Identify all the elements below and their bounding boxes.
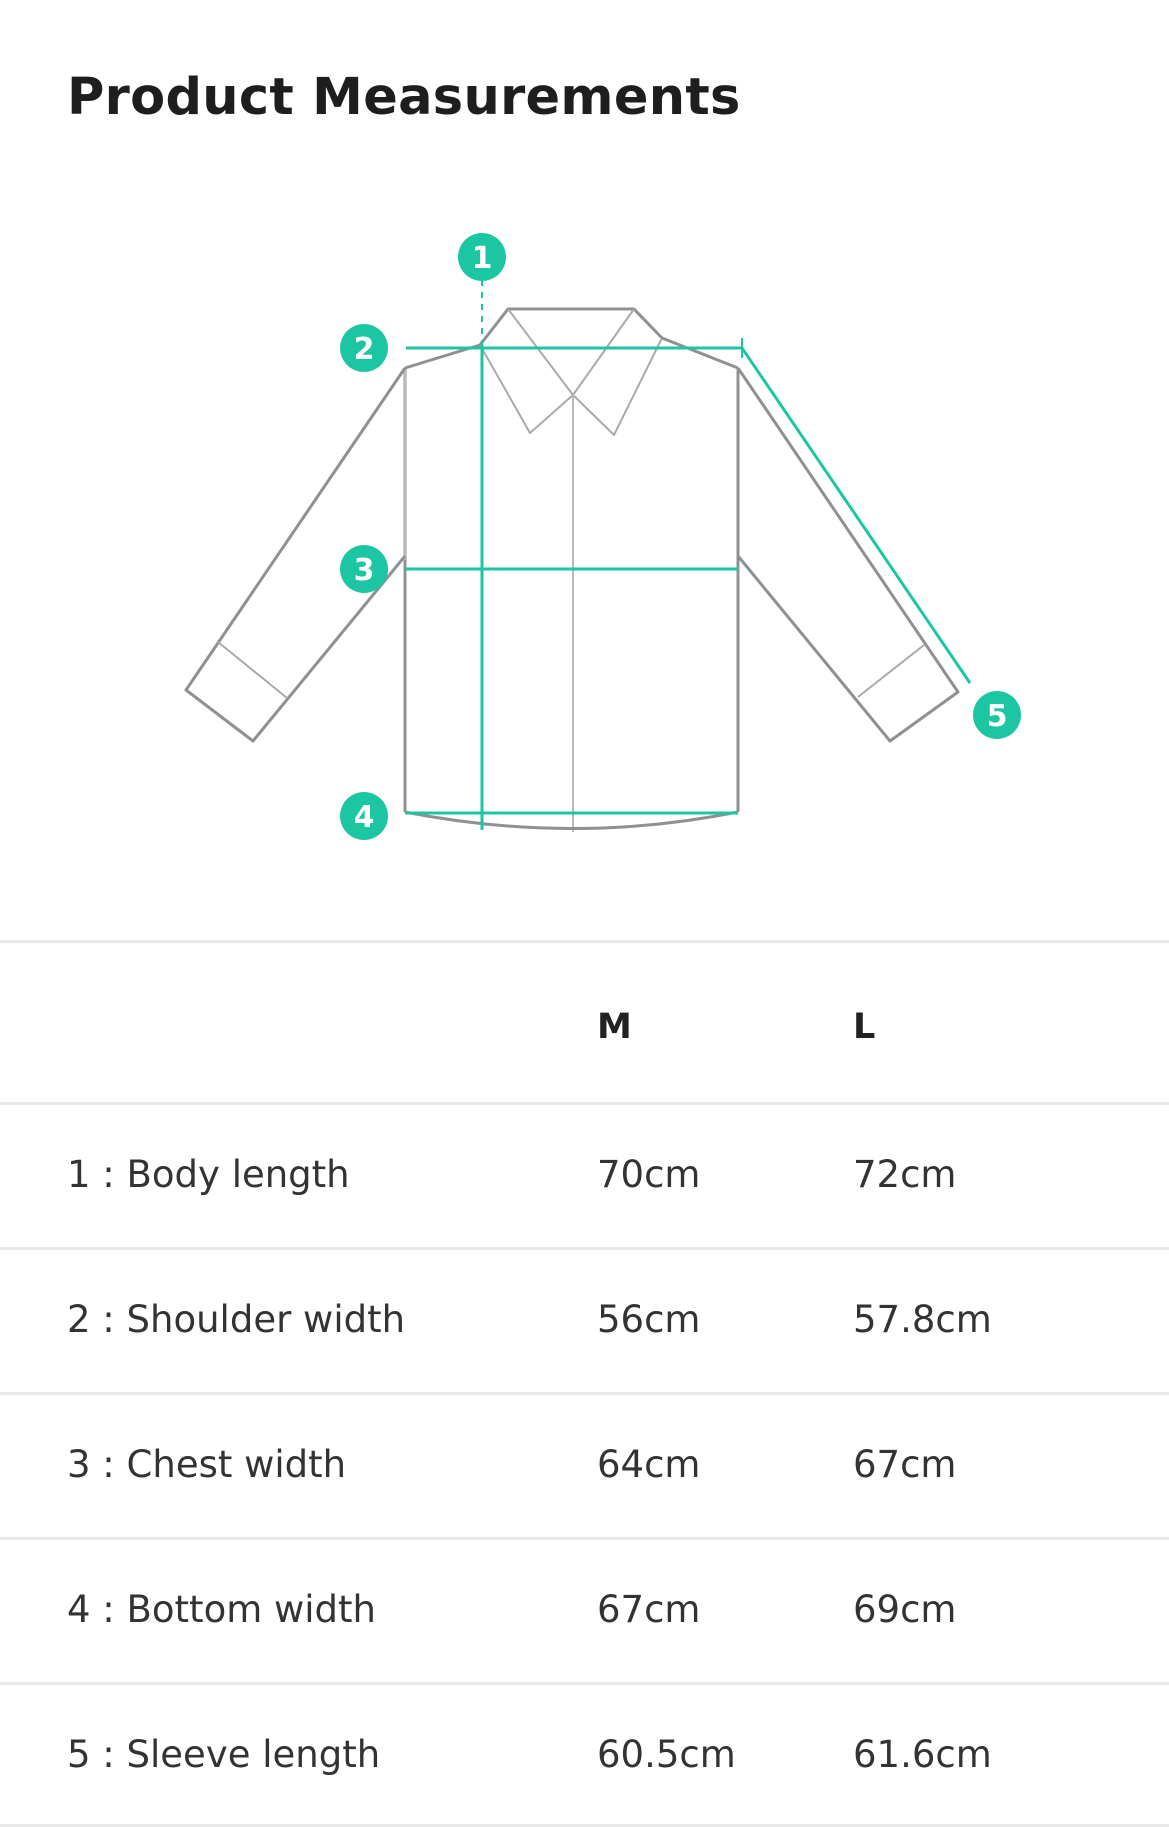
measurement-markers [340,233,1021,840]
table-header-row [0,940,1169,1102]
page-title: Product Measurements [67,68,741,127]
measurement-label: 2 : Shoulder width [67,1298,406,1341]
measurements-table [0,940,1169,1827]
marker-3-icon [340,545,388,593]
table-row [0,1392,1169,1537]
marker-4-icon [340,792,388,840]
size-m-value: 64cm [597,1443,701,1486]
size-m-value: 67cm [597,1588,701,1631]
size-l-value: 57.8cm [853,1298,992,1341]
svg-text:3: 3 [353,553,375,588]
svg-text:4: 4 [353,800,375,835]
marker-1-icon [458,233,506,281]
marker-5-icon [973,691,1021,739]
size-m-value: 70cm [597,1153,701,1196]
measurement-label: 1 : Body length [67,1153,350,1196]
column-header-l: L [853,1007,876,1047]
size-l-value: 72cm [853,1153,957,1196]
size-l-value: 67cm [853,1443,957,1486]
shirt-measurement-diagram [0,200,1169,900]
table-row [0,1102,1169,1247]
measurement-label: 5 : Sleeve length [67,1733,381,1776]
size-m-value: 60.5cm [597,1733,736,1776]
svg-text:5: 5 [986,699,1008,734]
column-header-m: M [597,1007,632,1047]
size-l-value: 61.6cm [853,1733,992,1776]
table-row [0,1537,1169,1682]
size-m-value: 56cm [597,1298,701,1341]
table-row [0,1682,1169,1827]
svg-text:1: 1 [471,241,493,276]
measurement-label: 3 : Chest width [67,1443,347,1486]
table-row [0,1247,1169,1392]
svg-text:2: 2 [353,332,375,367]
marker-2-icon [340,324,388,372]
size-l-value: 69cm [853,1588,957,1631]
measurement-label: 4 : Bottom width [67,1588,376,1631]
